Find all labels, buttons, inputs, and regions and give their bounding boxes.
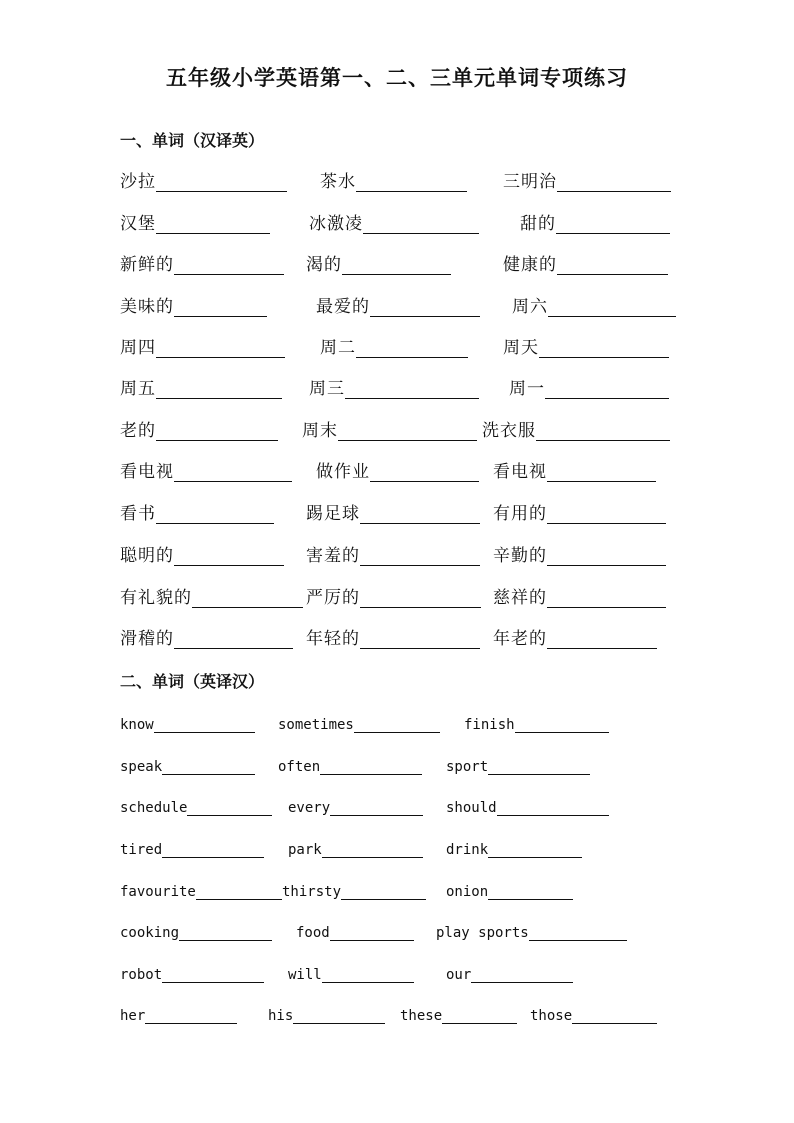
english-word-item	[120, 961, 264, 983]
answer-blank[interactable]	[488, 881, 573, 900]
answer-blank[interactable]	[174, 547, 284, 566]
answer-blank[interactable]	[515, 714, 609, 733]
chinese-word-item	[512, 295, 676, 317]
chinese-word-item	[306, 627, 480, 649]
english-word-item	[278, 711, 440, 733]
chinese-word-word: 甜的	[520, 214, 556, 234]
chinese-word-row	[120, 460, 680, 484]
answer-blank[interactable]	[536, 422, 670, 441]
answer-blank[interactable]	[547, 463, 656, 482]
english-word-item	[120, 919, 272, 941]
english-word-word: these	[400, 1008, 443, 1024]
answer-blank[interactable]	[557, 256, 668, 275]
chinese-word-word: 周四	[120, 338, 156, 358]
answer-blank[interactable]	[363, 215, 479, 234]
english-word-word: will	[288, 967, 322, 983]
chinese-word-word: 周一	[509, 379, 545, 399]
answer-blank[interactable]	[545, 380, 669, 399]
chinese-word-word: 年轻的	[306, 629, 360, 649]
chinese-word-word: 美味的	[120, 297, 174, 317]
answer-blank[interactable]	[547, 589, 666, 608]
chinese-word-item	[120, 460, 292, 482]
english-word-word: play sports	[436, 925, 529, 941]
english-word-word: favourite	[120, 884, 196, 900]
chinese-word-word: 周天	[503, 338, 539, 358]
chinese-word-word: 洗衣服	[482, 421, 536, 441]
answer-blank[interactable]	[330, 797, 423, 816]
english-word-item	[120, 711, 255, 733]
answer-blank[interactable]	[442, 1005, 517, 1024]
english-word-word: her	[120, 1008, 146, 1024]
answer-blank[interactable]	[162, 964, 264, 983]
chinese-word-word: 健康的	[503, 255, 557, 275]
answer-blank[interactable]	[196, 881, 282, 900]
answer-blank[interactable]	[156, 339, 285, 358]
chinese-word-item	[309, 212, 479, 234]
answer-blank[interactable]	[539, 339, 669, 358]
answer-blank[interactable]	[156, 422, 278, 441]
english-word-word: often	[278, 759, 321, 775]
answer-blank[interactable]	[187, 797, 272, 816]
chinese-word-item	[482, 419, 670, 441]
answer-blank[interactable]	[154, 714, 255, 733]
english-word-word: schedule	[120, 800, 188, 816]
english-word-word: cooking	[120, 925, 180, 941]
chinese-word-word: 滑稽的	[120, 629, 174, 649]
chinese-word-item	[306, 586, 481, 608]
english-word-word: should	[446, 800, 497, 816]
answer-blank[interactable]	[156, 173, 287, 192]
chinese-word-row	[120, 419, 680, 443]
english-word-word: our	[446, 967, 472, 983]
answer-blank[interactable]	[192, 589, 303, 608]
english-word-row	[120, 836, 680, 860]
chinese-word-item	[306, 544, 480, 566]
chinese-word-word: 害羞的	[306, 546, 360, 566]
chinese-word-word: 周三	[309, 379, 345, 399]
answer-blank[interactable]	[162, 839, 264, 858]
answer-blank[interactable]	[548, 298, 676, 317]
english-word-item	[120, 753, 255, 775]
english-word-row	[120, 919, 680, 943]
chinese-word-item	[493, 627, 657, 649]
english-word-item	[446, 753, 590, 775]
chinese-word-word: 看书	[120, 504, 156, 524]
chinese-word-item	[493, 502, 666, 524]
english-word-item	[296, 919, 414, 941]
chinese-word-word: 看电视	[120, 462, 174, 482]
english-word-row	[120, 711, 680, 735]
chinese-word-word: 冰激凌	[309, 214, 363, 234]
chinese-word-word: 慈祥的	[493, 588, 547, 608]
answer-blank[interactable]	[320, 756, 422, 775]
answer-blank[interactable]	[174, 463, 292, 482]
english-word-item	[446, 794, 609, 816]
english-word-word: those	[530, 1008, 573, 1024]
answer-blank[interactable]	[497, 797, 609, 816]
answer-blank[interactable]	[547, 630, 657, 649]
answer-blank[interactable]	[356, 339, 468, 358]
chinese-word-row	[120, 502, 680, 526]
answer-blank[interactable]	[156, 380, 282, 399]
chinese-word-item	[120, 170, 287, 192]
english-word-word: tired	[120, 842, 163, 858]
chinese-word-word: 最爱的	[316, 297, 370, 317]
english-word-row	[120, 1002, 680, 1026]
chinese-word-item	[509, 377, 669, 399]
chinese-word-item	[306, 253, 451, 275]
answer-blank[interactable]	[529, 922, 627, 941]
chinese-word-word: 年老的	[493, 629, 547, 649]
english-word-item	[288, 961, 414, 983]
answer-blank[interactable]	[174, 298, 267, 317]
chinese-word-item	[320, 170, 467, 192]
page-title: 五年级小学英语第一、二、三单元单词专项练习	[166, 65, 628, 90]
chinese-word-item	[120, 586, 303, 608]
answer-blank[interactable]	[572, 1005, 657, 1024]
answer-blank[interactable]	[370, 463, 479, 482]
chinese-word-row	[120, 544, 680, 568]
chinese-word-word: 周末	[302, 421, 338, 441]
chinese-word-word: 严厉的	[306, 588, 360, 608]
chinese-word-word: 周五	[120, 379, 156, 399]
english-word-word: every	[288, 800, 331, 816]
chinese-word-word: 三明治	[503, 172, 557, 192]
chinese-word-word: 新鲜的	[120, 255, 174, 275]
chinese-word-word: 做作业	[316, 462, 370, 482]
english-word-item	[400, 1002, 517, 1024]
answer-blank[interactable]	[145, 1005, 237, 1024]
answer-blank[interactable]	[547, 547, 666, 566]
answer-blank[interactable]	[174, 630, 293, 649]
chinese-word-item	[306, 502, 480, 524]
answer-blank[interactable]	[360, 505, 480, 524]
english-word-item	[120, 878, 282, 900]
english-word-item	[446, 836, 582, 858]
chinese-word-word: 周二	[320, 338, 356, 358]
chinese-word-word: 茶水	[320, 172, 356, 192]
answer-blank[interactable]	[338, 422, 477, 441]
chinese-word-item	[493, 544, 666, 566]
chinese-word-row	[120, 377, 680, 401]
chinese-word-word: 踢足球	[306, 504, 360, 524]
answer-blank[interactable]	[488, 839, 582, 858]
chinese-word-item	[493, 460, 656, 482]
chinese-word-item	[120, 212, 270, 234]
chinese-word-item	[316, 460, 479, 482]
english-word-word: his	[268, 1008, 294, 1024]
english-word-word: food	[296, 925, 330, 941]
english-word-item	[282, 878, 426, 900]
answer-blank[interactable]	[556, 215, 670, 234]
english-word-item	[436, 919, 627, 941]
answer-blank[interactable]	[342, 256, 451, 275]
chinese-word-item	[120, 419, 278, 441]
chinese-word-item	[520, 212, 670, 234]
answer-blank[interactable]	[360, 547, 480, 566]
english-word-item	[530, 1002, 657, 1024]
chinese-word-row	[120, 295, 680, 319]
answer-blank[interactable]	[354, 714, 440, 733]
english-word-item	[464, 711, 609, 733]
english-word-word: finish	[464, 717, 515, 733]
answer-blank[interactable]	[174, 256, 284, 275]
chinese-word-item	[120, 295, 267, 317]
english-word-word: park	[288, 842, 322, 858]
english-word-row	[120, 961, 680, 985]
english-word-item	[278, 753, 422, 775]
answer-blank[interactable]	[322, 964, 414, 983]
answer-blank[interactable]	[156, 505, 274, 524]
answer-blank[interactable]	[360, 589, 481, 608]
english-word-item	[120, 1002, 237, 1024]
chinese-word-item	[120, 377, 282, 399]
chinese-word-word: 渴的	[306, 255, 342, 275]
chinese-word-item	[316, 295, 480, 317]
chinese-word-item	[320, 336, 468, 358]
section-heading-english-to-chinese: 二、单词（英译汉）	[120, 672, 265, 691]
answer-blank[interactable]	[162, 756, 255, 775]
chinese-word-item	[120, 336, 285, 358]
english-word-word: sometimes	[278, 717, 354, 733]
english-word-row	[120, 878, 680, 902]
english-word-word: robot	[120, 967, 163, 983]
chinese-word-row	[120, 253, 680, 277]
chinese-word-item	[302, 419, 477, 441]
answer-blank[interactable]	[547, 505, 666, 524]
answer-blank[interactable]	[370, 298, 480, 317]
english-word-item	[288, 794, 423, 816]
chinese-word-word: 辛勤的	[493, 546, 547, 566]
english-word-item	[288, 836, 423, 858]
answer-blank[interactable]	[471, 964, 573, 983]
english-word-row	[120, 794, 680, 818]
chinese-word-row	[120, 586, 680, 610]
chinese-word-word: 老的	[120, 421, 156, 441]
chinese-word-item	[120, 253, 284, 275]
section-heading-chinese-to-english: 一、单词（汉译英）	[120, 131, 265, 150]
answer-blank[interactable]	[488, 756, 590, 775]
chinese-word-word: 有礼貌的	[120, 588, 192, 608]
english-word-item	[120, 794, 272, 816]
chinese-word-word: 周六	[512, 297, 548, 317]
chinese-word-row	[120, 170, 680, 194]
chinese-word-item	[503, 253, 668, 275]
chinese-word-word: 汉堡	[120, 214, 156, 234]
answer-blank[interactable]	[557, 173, 671, 192]
chinese-word-item	[309, 377, 479, 399]
english-word-item	[446, 878, 573, 900]
chinese-word-word: 看电视	[493, 462, 547, 482]
chinese-word-item	[120, 544, 284, 566]
answer-blank[interactable]	[345, 380, 479, 399]
answer-blank[interactable]	[179, 922, 272, 941]
english-word-word: onion	[446, 884, 489, 900]
answer-blank[interactable]	[341, 881, 426, 900]
chinese-word-row	[120, 336, 680, 360]
chinese-word-item	[493, 586, 666, 608]
answer-blank[interactable]	[322, 839, 423, 858]
chinese-word-word: 聪明的	[120, 546, 174, 566]
chinese-word-item	[503, 170, 671, 192]
chinese-word-row	[120, 627, 680, 651]
english-word-item	[446, 961, 573, 983]
chinese-word-word: 有用的	[493, 504, 547, 524]
english-word-item	[120, 836, 264, 858]
english-word-word: thirsty	[282, 884, 342, 900]
answer-blank[interactable]	[293, 1005, 385, 1024]
english-word-word: drink	[446, 842, 489, 858]
answer-blank[interactable]	[156, 215, 270, 234]
english-word-word: speak	[120, 759, 163, 775]
chinese-word-item	[120, 627, 293, 649]
answer-blank[interactable]	[330, 922, 414, 941]
chinese-word-row	[120, 212, 680, 236]
english-word-row	[120, 753, 680, 777]
english-word-word: sport	[446, 759, 489, 775]
chinese-word-item	[503, 336, 669, 358]
chinese-word-item	[120, 502, 274, 524]
answer-blank[interactable]	[360, 630, 480, 649]
answer-blank[interactable]	[356, 173, 467, 192]
english-word-item	[268, 1002, 385, 1024]
chinese-word-word: 沙拉	[120, 172, 156, 192]
english-word-word: know	[120, 717, 154, 733]
